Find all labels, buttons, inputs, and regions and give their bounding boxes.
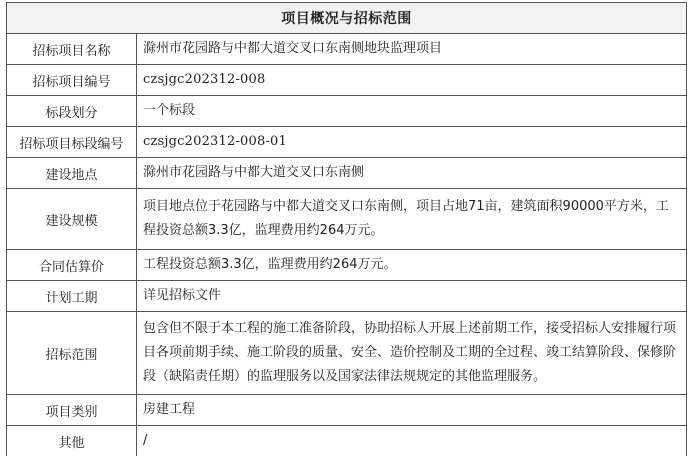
row-value: 滁州市花园路与中都大道交叉口东南侧	[137, 158, 687, 189]
table-row	[7, 395, 687, 426]
row-label: 计划工期	[7, 281, 137, 312]
row-label: 招标范围	[7, 312, 137, 395]
row-label: 项目类别	[7, 395, 137, 426]
row-label: 建设规模	[7, 189, 137, 250]
row-value: 项目地点位于花园路与中都大道交叉口东南侧，项目占地71亩，建筑面积90000平方米，工程投资总额3.3亿，监理费用约264万元。	[137, 189, 687, 250]
table-row	[7, 65, 687, 96]
table-title-row	[7, 3, 687, 34]
table-row	[7, 127, 687, 158]
row-label: 招标项目标段编号	[7, 127, 137, 158]
table-row	[7, 34, 687, 65]
row-value: 包含但不限于本工程的施工准备阶段，协助招标人开展上述前期工作，接受招标人安排履行项目各项前期手续、施工阶段的质量、安全、造价控制及工期的全过程、竣工结算阶段、保修阶段（缺陷责任期）的监理服务以及国家法律法规规定的其他监理服务。	[137, 312, 687, 395]
project-overview-table	[6, 2, 687, 456]
row-label: 其他	[7, 426, 137, 456]
table-title: 项目概况与招标范围	[7, 3, 687, 34]
row-label: 建设地点	[7, 158, 137, 189]
table-row	[7, 281, 687, 312]
row-value: czsjgc202312-008	[137, 65, 687, 96]
row-value: /	[137, 426, 687, 456]
row-label: 招标项目编号	[7, 65, 137, 96]
row-value: 详见招标文件	[137, 281, 687, 312]
row-label: 标段划分	[7, 96, 137, 127]
table-row	[7, 158, 687, 189]
table-row	[7, 96, 687, 127]
table-row	[7, 189, 687, 250]
row-label: 合同估算价	[7, 250, 137, 281]
table-row	[7, 312, 687, 395]
row-label: 招标项目名称	[7, 34, 137, 65]
row-value: 房建工程	[137, 395, 687, 426]
row-value: 滁州市花园路与中都大道交叉口东南侧地块监理项目	[137, 34, 687, 65]
table-row	[7, 250, 687, 281]
row-value: czsjgc202312-008-01	[137, 127, 687, 158]
row-value: 工程投资总额3.3亿，监理费用约264万元。	[137, 250, 687, 281]
row-value: 一个标段	[137, 96, 687, 127]
table-row	[7, 426, 687, 456]
